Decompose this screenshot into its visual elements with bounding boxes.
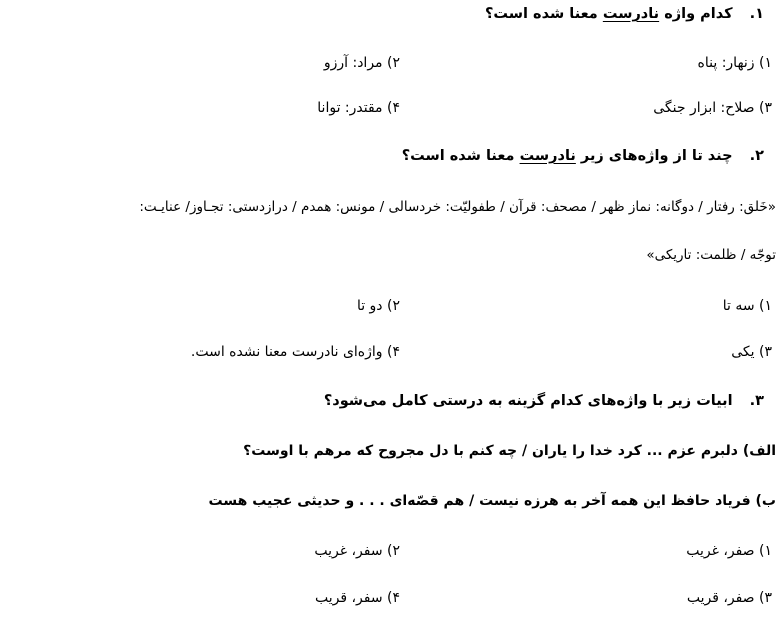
q3-verse-a: الف) دلبرم عزم ... کرد خدا را یاران / چه کنم با دل مجروح که مرهم با اوست؟ xyxy=(243,443,776,459)
q2-option-4: ۴) واژه‌ای نادرست معنا نشده است. xyxy=(190,344,400,360)
question-2 xyxy=(402,148,764,164)
q2-option-2: ۲) دو تا xyxy=(356,298,400,314)
question-1-number: ۱. xyxy=(749,6,764,22)
question-2-underlined-word: نادرست xyxy=(519,148,576,164)
q1-option-3: ۳) صلاح: ابزار جنگی xyxy=(653,100,772,116)
q2-option-3: ۳) یکی xyxy=(731,344,772,360)
question-2-text-before: چند تا از واژه‌های زیر xyxy=(580,148,733,164)
q3-option-3: ۳) صفر، قریب xyxy=(686,590,772,606)
question-1-text-after: معنا شده است؟ xyxy=(484,6,598,22)
q2-word-list-line-2: توجّه / ظلمت: تاریکی» xyxy=(646,247,776,263)
question-1-text-before: کدام واژه xyxy=(664,6,733,22)
question-3-number: ۳. xyxy=(749,393,764,409)
question-2-text-after: معنا شده است؟ xyxy=(401,148,515,164)
question-2-number: ۲. xyxy=(749,148,764,164)
q3-option-1: ۱) صفر، غریب xyxy=(686,543,772,559)
q1-option-4: ۴) مقتدر: توانا xyxy=(317,100,400,116)
q3-verse-b: ب) فریاد حافظ این همه آخر به هرزه نیست / هم قصّه‌ای . . . و حدیثی عجیب هست xyxy=(208,493,776,509)
question-3-text: ابیات زیر با واژه‌های کدام گزینه به درستی کامل می‌شود؟ xyxy=(323,393,733,409)
q3-option-4: ۴) سفر، قریب xyxy=(314,590,400,606)
question-1 xyxy=(485,6,764,22)
question-3 xyxy=(324,393,764,409)
q1-option-2: ۲) مراد: آرزو xyxy=(323,55,400,71)
q2-word-list-line-1: «خَلق: رفتار / دوگانه: نماز ظهر / مصحف: قرآن / طفولیّت: خردسالی / مونس: همدم / درازدستی: تجـاوز/ عنایـت: xyxy=(139,199,776,215)
q2-option-1: ۱) سه تا xyxy=(722,298,772,314)
q1-option-1: ۱) زنهار: پناه xyxy=(697,55,772,71)
q3-option-2: ۲) سفر، غریب xyxy=(314,543,400,559)
question-1-underlined-word: نادرست xyxy=(602,6,660,22)
